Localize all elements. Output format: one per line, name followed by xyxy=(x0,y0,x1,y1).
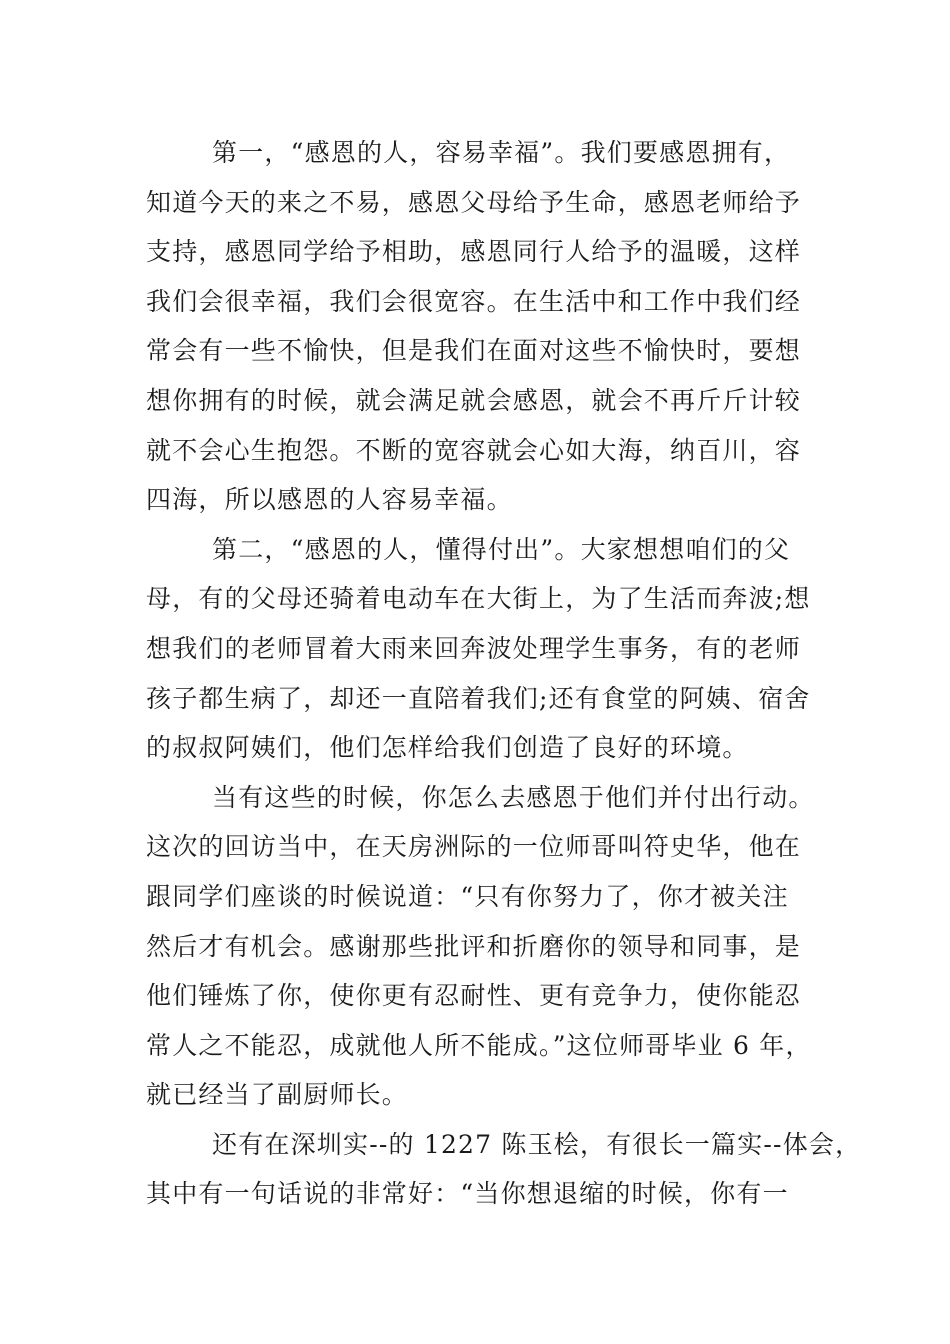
text-line: 就已经当了副厨师长。 xyxy=(146,1080,409,1110)
document-body xyxy=(146,128,862,1219)
text-line: 跟同学们座谈的时候说道：“只有你努力了，你才被关注 xyxy=(146,881,789,911)
text-line: 常会有一些不愉快，但是我们在面对这些不愉快时，要想 xyxy=(146,336,802,366)
text-line: 他们锤炼了你，使你更有忍耐性、更有竞争力，使你能忍 xyxy=(146,981,802,1011)
paragraph-4 xyxy=(146,1120,862,1219)
text-line: 就不会心生抱怨。不断的宽容就会心如大海，纳百川，容 xyxy=(146,435,802,465)
text-line: 想我们的老师冒着大雨来回奔波处理学生事务，有的老师 xyxy=(146,633,802,663)
text-line: 第二，“感恩的人，懂得付出”。大家想想咱们的父 xyxy=(212,534,791,564)
text-line: 还有在深圳实--的 1227 陈玉桧，有很长一篇实--体会， xyxy=(212,1129,862,1159)
text-line: 我们会很幸福，我们会很宽容。在生活中和工作中我们经 xyxy=(146,286,802,316)
text-line: 其中有一句话说的非常好：“当你想退缩的时候，你有一 xyxy=(146,1179,789,1209)
paragraph-1 xyxy=(146,128,806,525)
text-line: 这次的回访当中，在天房洲际的一位师哥叫符史华，他在 xyxy=(146,832,802,862)
text-line: 当有这些的时候，你怎么去感恩于他们并付出行动。 xyxy=(212,782,815,812)
text-line: 第一，“感恩的人，容易幸福”。我们要感恩拥有， xyxy=(212,138,791,167)
text-line: 知道今天的来之不易，感恩父母给予生命，感恩老师给予 xyxy=(146,187,802,217)
paragraph-3 xyxy=(146,773,815,1120)
text-line: 想你拥有的时候，就会满足就会感恩，就会不再斤斤计较 xyxy=(146,385,802,415)
text-line: 孩子都生病了，却还一直陪着我们;还有食堂的阿姨、宿舍 xyxy=(146,683,811,713)
paragraph-2 xyxy=(146,525,811,773)
text-line: 然后才有机会。感谢那些批评和折磨你的领导和同事，是 xyxy=(146,931,802,961)
text-line: 支持，感恩同学给予相助，感恩同行人给予的温暖，这样 xyxy=(146,237,802,267)
text-line: 母，有的父母还骑着电动车在大街上，为了生活而奔波;想 xyxy=(146,584,811,614)
text-line: 四海，所以感恩的人容易幸福。 xyxy=(146,485,513,515)
text-line: 常人之不能忍，成就他人所不能成。”这位师哥毕业 6 年， xyxy=(146,1030,812,1060)
text-line: 的叔叔阿姨们，他们怎样给我们创造了良好的环境。 xyxy=(146,733,749,763)
